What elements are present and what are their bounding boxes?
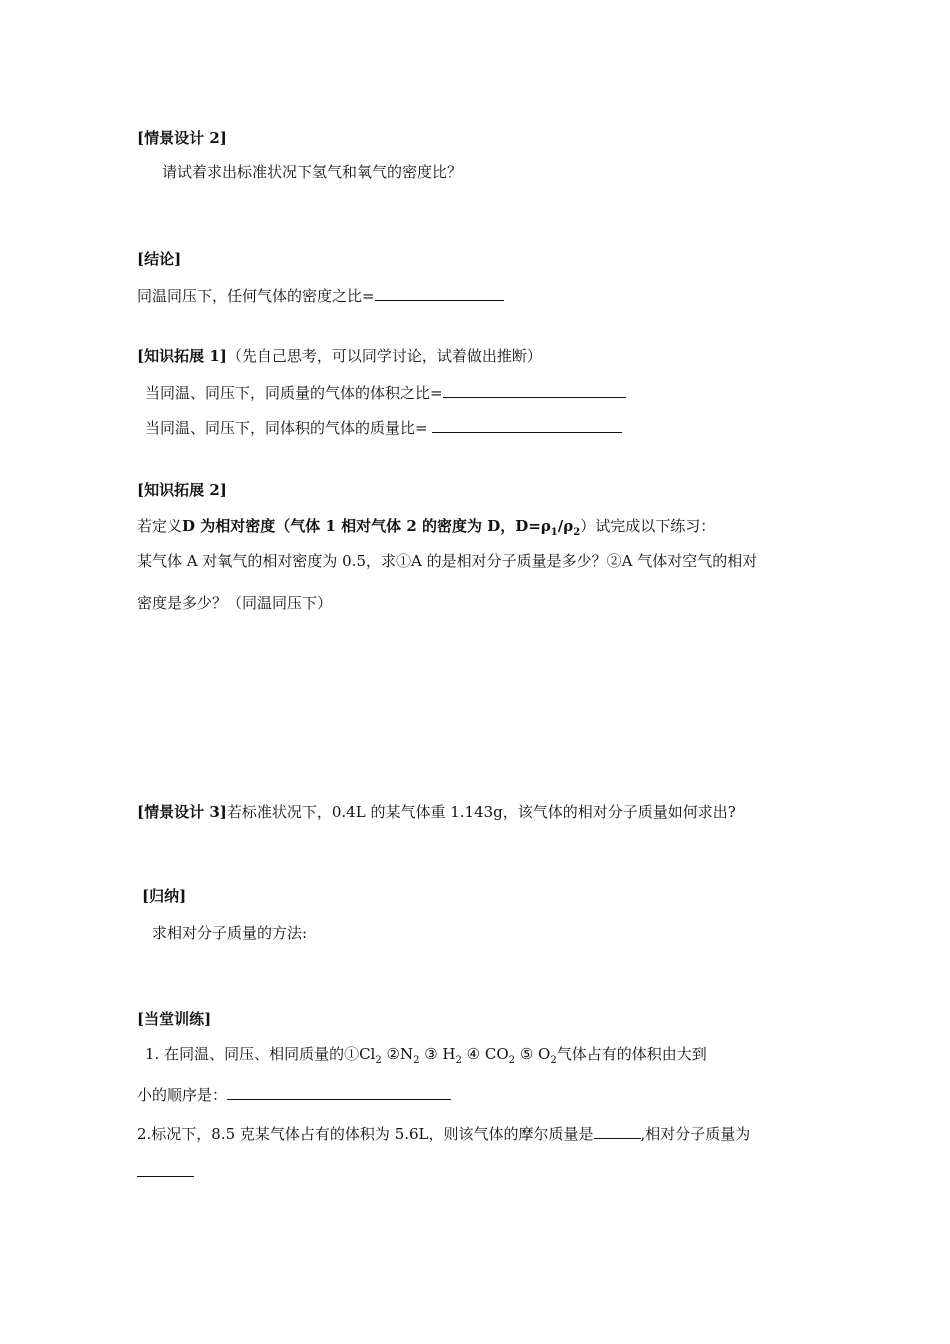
q1-sub: 2 — [455, 1055, 462, 1066]
line-text: 当同温、同压下，同体积的气体的质量比= — [145, 419, 433, 437]
q1-sub: 2 — [550, 1055, 557, 1066]
question-density-ratio: 请试着求出标准状况下氢气和氧气的密度比？ — [162, 163, 463, 181]
q1-part-e: ⑤ O — [515, 1045, 551, 1063]
conclusion-line — [137, 286, 504, 306]
answer-blank[interactable] — [432, 418, 622, 433]
def-pre: 若定义 — [137, 517, 183, 535]
practice-q1-line-2 — [137, 1085, 451, 1105]
scenario-3-text: 若标准状况下，0.4L 的某气体重 1.143g，该气体的相对分子质量如何求出? — [226, 803, 736, 821]
def-sub-1: 1 — [550, 527, 558, 538]
heading-scenario-3: [情景设计 3] — [137, 803, 227, 821]
exercise-line-2: 密度是多少？（同温同压下） — [137, 594, 333, 612]
q2-part-b: ,相对分子质量为 — [640, 1125, 751, 1143]
q1-part-a: 1. 在同温、同压、相同质量的①Cl — [145, 1045, 376, 1063]
definition-line — [137, 516, 715, 543]
heading-scenario-2: [情景设计 2] — [137, 129, 227, 147]
scenario-3-line — [137, 802, 736, 822]
def-post: ）试完成以下练习： — [580, 517, 716, 535]
answer-blank[interactable] — [375, 286, 504, 301]
practice-q1-line-1 — [145, 1044, 707, 1071]
q1-sub: 2 — [375, 1055, 382, 1066]
answer-blank[interactable] — [443, 383, 626, 398]
extension-1-note: （先自己思考，可以同学讨论，试着做出推断） — [226, 347, 542, 365]
q1-sub: 2 — [413, 1055, 420, 1066]
def-mid: /ρ — [557, 517, 574, 535]
extension-1-line-1 — [145, 383, 626, 403]
q1-part-b: ②N — [381, 1045, 414, 1063]
extension-1-line-2 — [145, 418, 622, 438]
def-sub-2: 2 — [573, 527, 581, 538]
extension-1-header — [137, 346, 542, 366]
line-text: 当同温、同压下，同质量的气体的体积之比= — [145, 384, 443, 402]
q1-sub: 2 — [508, 1055, 516, 1066]
conclusion-text: 同温同压下，任何气体的密度之比= — [137, 287, 375, 305]
q1-part-d: ④ CO — [461, 1045, 509, 1063]
exercise-line-1: 某气体 A 对氧气的相对密度为 0.5，求①A 的是相对分子质量是多少？②A 气体对空气的相对 — [137, 552, 758, 570]
heading-extension-1: [知识拓展 1] — [137, 347, 227, 365]
q2-part-a: 2.标况下，8.5 克某气体占有的体积为 5.6L，则该气体的摩尔质量是 — [137, 1125, 594, 1143]
def-bold: D 为相对密度（气体 1 相对气体 2 的密度为 D，D=ρ — [182, 517, 551, 535]
heading-extension-2: [知识拓展 2] — [137, 481, 227, 499]
q1-part-c: ③ H — [419, 1045, 456, 1063]
heading-practice: [当堂训练] — [137, 1010, 212, 1028]
q1-line-2-text: 小的顺序是： — [137, 1086, 228, 1104]
heading-conclusion: [结论] — [137, 250, 182, 268]
practice-q2-line-2 — [137, 1162, 194, 1182]
q1-part-f: 气体占有的体积由大到 — [556, 1045, 707, 1063]
answer-blank[interactable] — [594, 1124, 641, 1139]
practice-q2-line-1 — [137, 1124, 750, 1144]
answer-blank[interactable] — [227, 1085, 451, 1100]
answer-blank[interactable] — [137, 1162, 194, 1177]
summary-text: 求相对分子质量的方法: — [152, 924, 308, 942]
heading-summary: [归纳] — [142, 887, 187, 905]
